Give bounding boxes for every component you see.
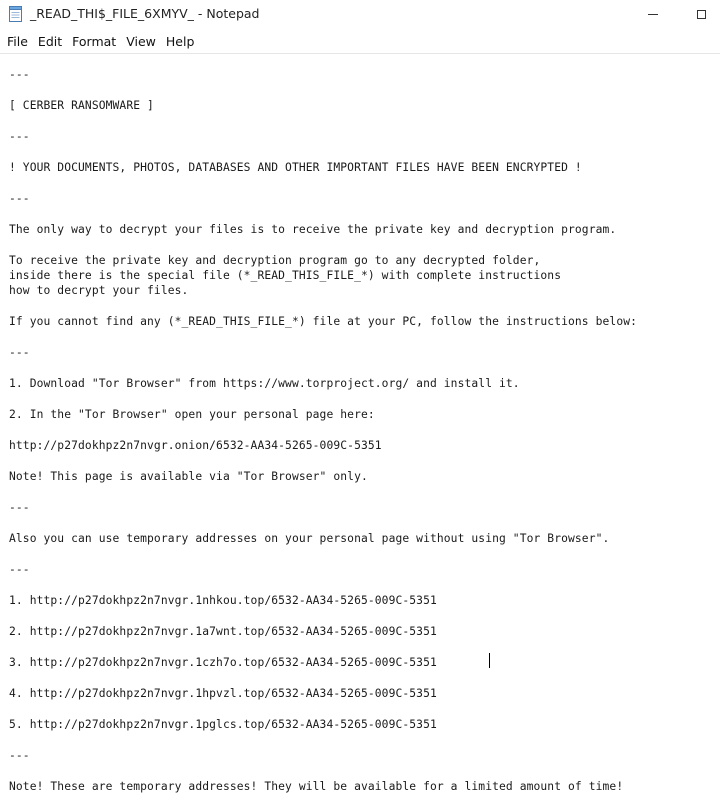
text-line: how to decrypt your files. — [9, 284, 189, 297]
text-caret — [489, 653, 490, 668]
text-line: Note! This page is available via "Tor Browser" only. — [9, 470, 368, 483]
maximize-button[interactable] — [678, 0, 720, 28]
minimize-icon — [648, 14, 658, 15]
notepad-icon — [9, 6, 22, 22]
menu-format[interactable]: Format — [72, 33, 117, 49]
text-line: --- — [9, 346, 30, 359]
text-editor-area[interactable] — [0, 56, 720, 807]
menu-edit[interactable]: Edit — [37, 33, 63, 49]
text-line: 1. http://p27dokhpz2n7nvgr.1nhkou.top/6532-AA34-5265-009C-5351 — [9, 594, 437, 607]
text-line: --- — [9, 130, 30, 143]
minimize-button[interactable] — [630, 0, 676, 28]
menu-view[interactable]: View — [126, 33, 156, 49]
menu-divider — [0, 53, 720, 54]
text-line: 2. http://p27dokhpz2n7nvgr.1a7wnt.top/6532-AA34-5265-009C-5351 — [9, 625, 437, 638]
text-line: 5. http://p27dokhpz2n7nvgr.1pglcs.top/6532-AA34-5265-009C-5351 — [9, 718, 437, 731]
text-line: --- — [9, 563, 30, 576]
text-line: --- — [9, 192, 30, 205]
maximize-icon — [697, 10, 706, 19]
menu-file[interactable]: File — [7, 33, 28, 49]
text-line: --- — [9, 501, 30, 514]
text-line: --- — [9, 749, 30, 762]
text-line: inside there is the special file (*_READ_THIS_FILE_*) with complete instructions — [9, 269, 562, 282]
text-line: The only way to decrypt your files is to receive the private key and decryption program. — [9, 223, 617, 236]
text-line: ! YOUR DOCUMENTS, PHOTOS, DATABASES AND OTHER IMPORTANT FILES HAVE BEEN ENCRYPTED ! — [9, 161, 582, 174]
text-line: 1. Download "Tor Browser" from https://www.torproject.org/ and install it. — [9, 377, 520, 390]
window-title: _READ_THI$_FILE_6XMYV_ - Notepad — [30, 6, 260, 21]
menu-bar — [0, 30, 720, 52]
text-line: If you cannot find any (*_READ_THIS_FILE_*) file at your PC, follow the instructions below: — [9, 315, 638, 328]
text-line: Note! These are temporary addresses! They will be available for a limited amount of time! — [9, 780, 624, 793]
text-line: http://p27dokhpz2n7nvgr.onion/6532-AA34-5265-009C-5351 — [9, 439, 382, 452]
text-line: [ CERBER RANSOMWARE ] — [9, 99, 154, 112]
text-line: To receive the private key and decryption program go to any decrypted folder, — [9, 254, 541, 267]
text-line: 4. http://p27dokhpz2n7nvgr.1hpvzl.top/6532-AA34-5265-009C-5351 — [9, 687, 437, 700]
text-line: 2. In the "Tor Browser" open your personal page here: — [9, 408, 375, 421]
text-line: Also you can use temporary addresses on your personal page without using "Tor Browser". — [9, 532, 610, 545]
text-line: 3. http://p27dokhpz2n7nvgr.1czh7o.top/6532-AA34-5265-009C-5351 — [9, 656, 437, 669]
text-line: --- — [9, 68, 30, 81]
title-bar[interactable] — [0, 0, 720, 28]
menu-help[interactable]: Help — [165, 33, 195, 49]
